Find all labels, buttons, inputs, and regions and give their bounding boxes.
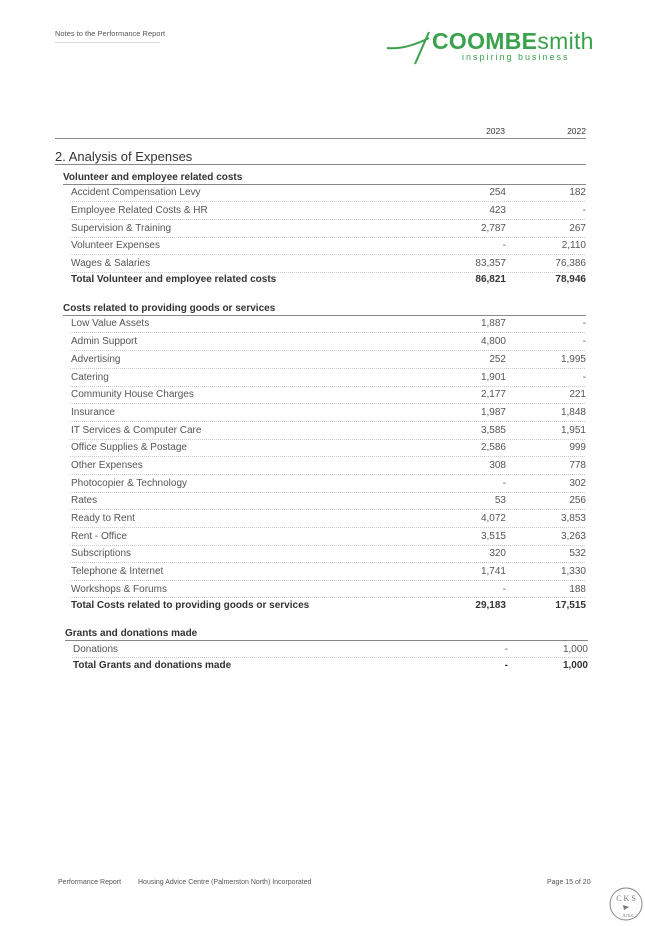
row-divider — [70, 456, 585, 457]
row-divider — [70, 439, 585, 440]
group-title-volunteer: Volunteer and employee related costs — [63, 172, 243, 183]
total-value-2022: 17,515 — [555, 600, 586, 611]
total-row — [0, 600, 645, 617]
group-title-grants: Grants and donations made — [65, 628, 198, 639]
column-header-2022: 2022 — [567, 126, 586, 136]
row-value-2022: - — [582, 372, 586, 383]
row-divider — [70, 332, 585, 333]
row-value-2023: 3,585 — [480, 425, 506, 436]
row-value-2022: 532 — [569, 548, 586, 559]
row-value-2023: - — [504, 644, 508, 655]
header-note: Notes to the Performance Report — [55, 29, 166, 38]
row-value-2023: 320 — [489, 548, 506, 559]
row-divider — [70, 545, 585, 546]
row-value-2022: - — [582, 318, 586, 329]
row-divider — [70, 403, 585, 404]
logo-brand-bold: COOMBE — [432, 28, 538, 54]
total-value-2023: - — [504, 660, 508, 671]
footer-report: Performance Report — [58, 879, 122, 886]
row-label: Office Supplies & Postage — [71, 442, 187, 453]
row-label: Insurance — [71, 407, 115, 418]
company-logo — [385, 28, 595, 73]
row-value-2022: 1,995 — [560, 354, 586, 365]
row-divider — [70, 350, 585, 351]
footer-page-number: Page 15 of 20 — [547, 879, 591, 886]
row-divider — [70, 421, 585, 422]
auditor-stamp-icon — [608, 886, 644, 922]
row-value-2022: 76,386 — [555, 258, 586, 269]
row-value-2023: 4,800 — [480, 336, 506, 347]
row-value-2023: 1,901 — [480, 372, 506, 383]
row-value-2022: 1,000 — [562, 644, 588, 655]
row-label: Catering — [71, 372, 109, 383]
row-value-2023: 2,586 — [480, 442, 506, 453]
row-value-2023: 252 — [489, 354, 506, 365]
row-label: Volunteer Expenses — [71, 240, 160, 251]
row-divider — [70, 219, 585, 220]
row-label: Admin Support — [71, 336, 138, 347]
row-divider — [70, 386, 585, 387]
row-value-2022: 3,853 — [560, 513, 586, 524]
total-value-2022: 78,946 — [555, 274, 586, 285]
row-divider — [70, 597, 585, 598]
row-label: Other Expenses — [71, 460, 143, 471]
row-value-2023: 4,072 — [480, 513, 506, 524]
header-divider — [55, 138, 586, 139]
group-rule — [65, 640, 588, 641]
row-label: Photocopier & Technology — [71, 478, 188, 489]
row-divider — [70, 237, 585, 238]
logo-tagline: inspiring business — [462, 52, 570, 62]
row-value-2023: 2,177 — [480, 389, 506, 400]
row-value-2023: 423 — [489, 205, 506, 216]
total-label: Total Volunteer and employee related costs — [71, 274, 277, 285]
table-row — [0, 644, 645, 661]
row-value-2023: 1,741 — [480, 566, 506, 577]
group-rule — [63, 315, 586, 316]
total-value-2023: 29,183 — [475, 600, 506, 611]
group-rule — [63, 184, 586, 185]
row-label: Subscriptions — [71, 548, 132, 559]
row-value-2022: 302 — [569, 478, 586, 489]
row-label: Community House Charges — [71, 389, 194, 400]
total-row — [0, 274, 645, 291]
total-label: Total Grants and donations made — [73, 660, 232, 671]
total-value-2023: 86,821 — [475, 274, 506, 285]
row-label: Wages & Salaries — [71, 258, 151, 269]
row-divider — [70, 509, 585, 510]
row-value-2022: 256 — [569, 495, 586, 506]
row-label: Rates — [71, 495, 98, 506]
row-label: Workshops & Forums — [71, 584, 167, 595]
row-label: Ready to Rent — [71, 513, 135, 524]
row-value-2022: 999 — [569, 442, 586, 453]
row-value-2022: - — [582, 336, 586, 347]
row-value-2022: 221 — [569, 389, 586, 400]
svg-text:C K S: C K S — [616, 894, 636, 903]
row-divider — [70, 368, 585, 369]
row-value-2023: - — [502, 584, 506, 595]
total-row — [0, 660, 645, 677]
row-value-2023: 2,787 — [480, 223, 506, 234]
row-divider — [72, 657, 587, 658]
row-value-2023: - — [502, 478, 506, 489]
row-value-2022: 1,848 — [560, 407, 586, 418]
row-value-2022: 267 — [569, 223, 586, 234]
row-value-2022: 188 — [569, 584, 586, 595]
row-label: Rent - Office — [71, 531, 127, 542]
row-label: Employee Related Costs & HR — [71, 205, 208, 216]
row-label: Accident Compensation Levy — [71, 187, 201, 198]
svg-text:Artist: Artist — [622, 914, 634, 919]
row-label: Advertising — [71, 354, 121, 365]
row-value-2023: - — [502, 240, 506, 251]
row-label: Donations — [73, 644, 119, 655]
logo-brand-light: smith — [537, 28, 594, 54]
row-value-2023: 3,515 — [480, 531, 506, 542]
section-title-rule — [55, 164, 586, 165]
row-label: Supervision & Training — [71, 223, 172, 234]
logo-wordmark — [432, 28, 594, 55]
row-divider — [70, 580, 585, 581]
row-label: IT Services & Computer Care — [71, 425, 202, 436]
section-title: 2. Analysis of Expenses — [55, 149, 193, 164]
row-value-2023: 1,987 — [480, 407, 506, 418]
row-value-2022: - — [582, 205, 586, 216]
row-label: Low Value Assets — [71, 318, 150, 329]
row-value-2023: 1,887 — [480, 318, 506, 329]
row-value-2023: 308 — [489, 460, 506, 471]
row-value-2022: 2,110 — [561, 240, 586, 251]
row-value-2022: 1,951 — [560, 425, 586, 436]
row-divider — [70, 272, 585, 273]
header-rule — [55, 42, 160, 43]
footer-org: Housing Advice Centre (Palmerston North) Incorporated — [138, 879, 312, 886]
row-divider — [70, 201, 585, 202]
group-title-costs: Costs related to providing goods or services — [63, 303, 276, 314]
column-header-2023: 2023 — [486, 126, 505, 136]
row-value-2022: 1,330 — [560, 566, 586, 577]
row-value-2022: 182 — [569, 187, 586, 198]
row-divider — [70, 527, 585, 528]
row-divider — [70, 254, 585, 255]
table-row — [0, 584, 645, 601]
row-value-2022: 3,263 — [560, 531, 586, 542]
total-label: Total Costs related to providing goods or services — [71, 600, 310, 611]
total-value-2022: 1,000 — [562, 660, 588, 671]
row-divider — [70, 474, 585, 475]
row-label: Telephone & Internet — [71, 566, 164, 577]
row-value-2023: 254 — [489, 187, 506, 198]
row-value-2023: 53 — [494, 495, 506, 506]
row-divider — [70, 492, 585, 493]
row-value-2023: 83,357 — [475, 258, 506, 269]
row-value-2022: 778 — [569, 460, 586, 471]
row-divider — [70, 562, 585, 563]
